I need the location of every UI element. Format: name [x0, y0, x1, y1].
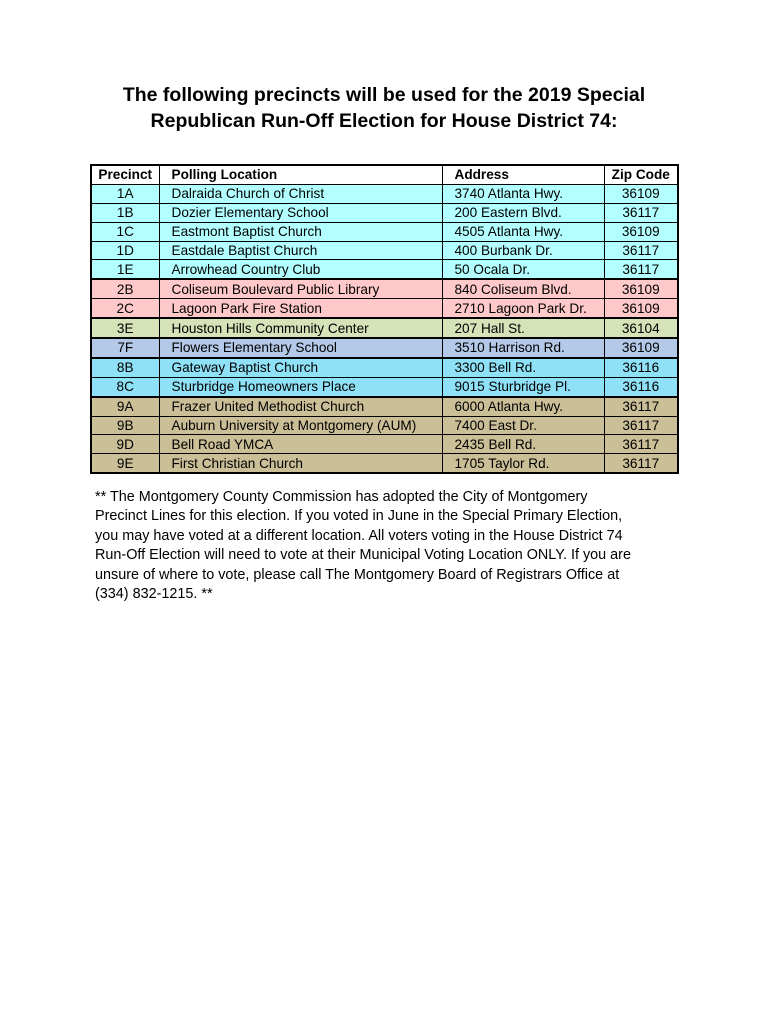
table-row — [91, 184, 678, 203]
footnote-line: Run-Off Election will need to vote at their Municipal Voting Location ONLY. If you are — [95, 547, 631, 564]
cell-polling-location: Eastdale Baptist Church — [159, 241, 442, 260]
cell-precinct: 9E — [91, 454, 159, 473]
cell-polling-location: Gateway Baptist Church — [159, 358, 442, 377]
title-line-1: The following precincts will be used for the 2019 Special — [122, 84, 646, 106]
table-row — [91, 435, 678, 454]
cell-address: 3300 Bell Rd. — [442, 358, 604, 377]
footnote — [95, 488, 685, 604]
precinct-table — [90, 164, 679, 474]
footnote-line: ** The Montgomery County Commission has adopted the City of Montgomery — [95, 489, 588, 505]
cell-zip-code: 36117 — [604, 241, 678, 260]
footnote-line: you may have voted at a different location. All voters voting in the House District 74 — [95, 527, 623, 544]
cell-address: 200 Eastern Blvd. — [442, 203, 604, 222]
cell-polling-location: Arrowhead Country Club — [159, 260, 442, 279]
cell-address: 50 Ocala Dr. — [442, 260, 604, 279]
cell-zip-code: 36109 — [604, 338, 678, 358]
cell-zip-code: 36109 — [604, 222, 678, 241]
cell-polling-location: Auburn University at Montgomery (AUM) — [159, 416, 442, 435]
cell-zip-code: 36116 — [604, 377, 678, 396]
cell-address: 207 Hall St. — [442, 318, 604, 338]
cell-address: 6000 Atlanta Hwy. — [442, 397, 604, 416]
cell-precinct: 9D — [91, 435, 159, 454]
cell-zip-code: 36117 — [604, 454, 678, 473]
cell-precinct: 8C — [91, 377, 159, 396]
cell-zip-code: 36109 — [604, 279, 678, 298]
cell-zip-code: 36109 — [604, 184, 678, 203]
table-row — [91, 318, 678, 338]
table-header-row — [91, 165, 678, 184]
cell-polling-location: First Christian Church — [159, 454, 442, 473]
cell-polling-location: Sturbridge Homeowners Place — [159, 377, 442, 396]
document-title — [60, 82, 708, 134]
footnote-line: unsure of where to vote, please call The Montgomery Board of Registrars Office at — [95, 566, 620, 583]
cell-precinct: 2C — [91, 299, 159, 318]
cell-address: 2435 Bell Rd. — [442, 435, 604, 454]
cell-zip-code: 36117 — [604, 435, 678, 454]
table-row — [91, 416, 678, 435]
cell-polling-location: Bell Road YMCA — [159, 435, 442, 454]
cell-precinct: 1B — [91, 203, 159, 222]
cell-polling-location: Eastmont Baptist Church — [159, 222, 442, 241]
title-line-2: Republican Run-Off Election for House District 74: — [150, 110, 618, 132]
header-address: Address — [442, 165, 604, 184]
cell-zip-code: 36117 — [604, 397, 678, 416]
table-row — [91, 397, 678, 416]
table-row — [91, 222, 678, 241]
cell-address: 9015 Sturbridge Pl. — [442, 377, 604, 396]
cell-address: 2710 Lagoon Park Dr. — [442, 299, 604, 318]
header-precinct: Precinct — [91, 165, 159, 184]
cell-precinct: 8B — [91, 358, 159, 377]
cell-zip-code: 36116 — [604, 358, 678, 377]
table-row — [91, 299, 678, 318]
cell-precinct: 9A — [91, 397, 159, 416]
footnote-line: Precinct Lines for this election. If you voted in June in the Special Primary Election, — [95, 508, 623, 525]
cell-address: 1705 Taylor Rd. — [442, 454, 604, 473]
cell-precinct: 1A — [91, 184, 159, 203]
cell-precinct: 2B — [91, 279, 159, 298]
cell-address: 400 Burbank Dr. — [442, 241, 604, 260]
cell-polling-location: Houston Hills Community Center — [159, 318, 442, 338]
table-row — [91, 260, 678, 279]
cell-polling-location: Dozier Elementary School — [159, 203, 442, 222]
cell-precinct: 1C — [91, 222, 159, 241]
cell-precinct: 9B — [91, 416, 159, 435]
cell-zip-code: 36104 — [604, 318, 678, 338]
cell-zip-code: 36117 — [604, 260, 678, 279]
cell-polling-location: Frazer United Methodist Church — [159, 397, 442, 416]
table-row — [91, 338, 678, 358]
table-row — [91, 203, 678, 222]
cell-address: 840 Coliseum Blvd. — [442, 279, 604, 298]
cell-zip-code: 36117 — [604, 416, 678, 435]
footnote-line: (334) 832-1215. ** — [95, 586, 213, 603]
cell-address: 3510 Harrison Rd. — [442, 338, 604, 358]
cell-polling-location: Dalraida Church of Christ — [159, 184, 442, 203]
cell-precinct: 7F — [91, 338, 159, 358]
header-polling-location: Polling Location — [159, 165, 442, 184]
cell-zip-code: 36109 — [604, 299, 678, 318]
cell-address: 7400 East Dr. — [442, 416, 604, 435]
cell-precinct: 1D — [91, 241, 159, 260]
cell-polling-location: Flowers Elementary School — [159, 338, 442, 358]
table-row — [91, 241, 678, 260]
table-row — [91, 377, 678, 396]
cell-precinct: 3E — [91, 318, 159, 338]
cell-address: 4505 Atlanta Hwy. — [442, 222, 604, 241]
table-row — [91, 358, 678, 377]
cell-zip-code: 36117 — [604, 203, 678, 222]
table-row — [91, 454, 678, 473]
cell-polling-location: Lagoon Park Fire Station — [159, 299, 442, 318]
cell-address: 3740 Atlanta Hwy. — [442, 184, 604, 203]
header-zip-code: Zip Code — [604, 165, 678, 184]
table-body — [91, 184, 678, 473]
cell-precinct: 1E — [91, 260, 159, 279]
cell-polling-location: Coliseum Boulevard Public Library — [159, 279, 442, 298]
table-row — [91, 279, 678, 298]
